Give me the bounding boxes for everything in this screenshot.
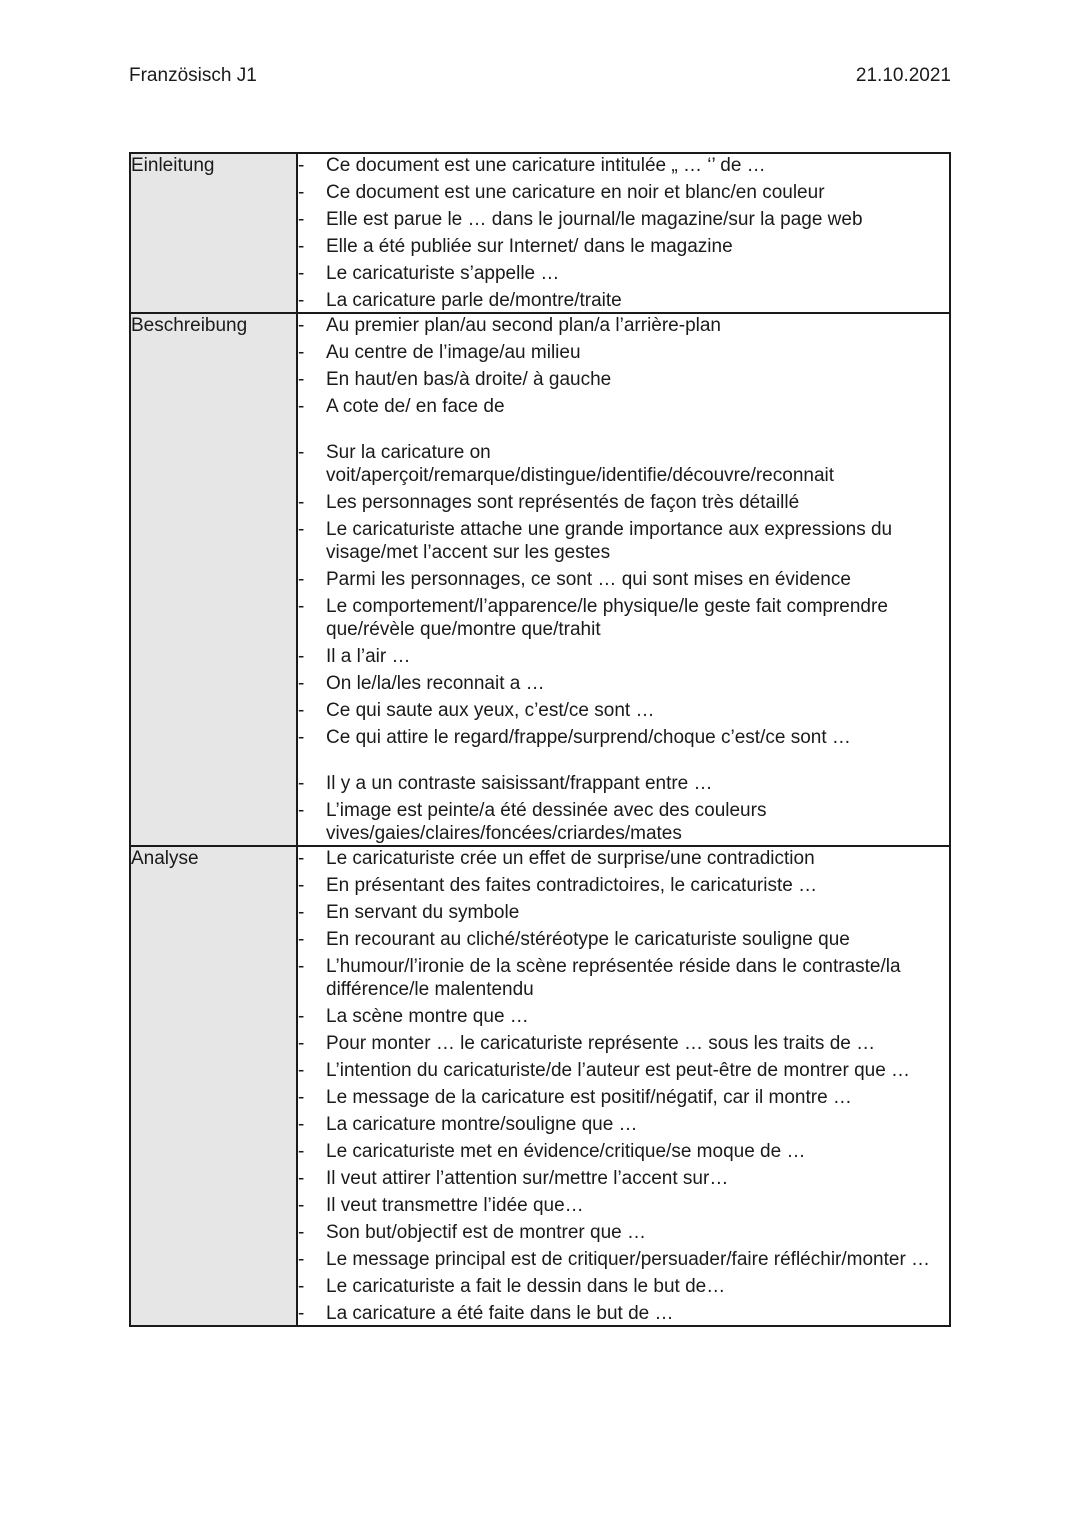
section-label: Analyse [130,846,297,1326]
phrase-list [298,772,949,845]
list-item: - En haut/en bas/à droite/ à gauche [298,368,949,391]
list-item: - Le caricaturiste s’appelle … [298,262,949,285]
document-title: Französisch J1 [129,65,257,86]
list-item: - Il y a un contraste saisissant/frappant entre … [298,772,949,795]
list-item: - Au centre de l’image/au milieu [298,341,949,364]
list-item: - Ce document est une caricature en noir et blanc/en couleur [298,181,949,204]
list-item: - Elle est parue le … dans le journal/le magazine/sur la page web [298,208,949,231]
list-item: - Le caricaturiste attache une grande importance aux expressions du visage/met l’accent sur les gestes [298,518,949,564]
list-item: - L’image est peinte/a été dessinée avec des couleurs vives/gaies/claires/foncées/criardes/mates [298,799,949,845]
page-header [129,62,951,90]
list-item: - Pour monter … le caricaturiste représente … sous les traits de … [298,1032,949,1055]
list-item: - Il veut attirer l’attention sur/mettre l’accent sur… [298,1167,949,1190]
section-label: Einleitung [130,153,297,313]
section-body [297,153,950,313]
section-body [297,313,950,846]
list-item: - Ce document est une caricature intitulée „ … ‘’ de … [298,154,949,177]
list-item: - Le caricaturiste crée un effet de surprise/une contradiction [298,847,949,870]
list-item: - L’intention du caricaturiste/de l’auteur est peut-être de montrer que … [298,1059,949,1082]
list-item: - Son but/objectif est de montrer que … [298,1221,949,1244]
phrase-list [298,847,949,1325]
list-item: - A cote de/ en face de [298,395,949,418]
list-item: - La caricature parle de/montre/traite [298,289,949,312]
phrase-list [298,154,949,312]
section-row-beschreibung [130,313,950,846]
list-item: - Ce qui saute aux yeux, c’est/ce sont … [298,699,949,722]
list-item: - Le message de la caricature est positif/négatif, car il montre … [298,1086,949,1109]
list-item: - En recourant au cliché/stéréotype le caricaturiste souligne que [298,928,949,951]
document-date: 21.10.2021 [855,65,951,86]
list-item: - Sur la caricature on voit/aperçoit/remarque/distingue/identifie/découvre/reconnait [298,441,949,487]
list-item: - Le caricaturiste a fait le dessin dans le but de… [298,1275,949,1298]
list-item: - La scène montre que … [298,1005,949,1028]
list-item: - En présentant des faites contradictoires, le caricaturiste … [298,874,949,897]
group-spacer [298,749,949,772]
list-item: - En servant du symbole [298,901,949,924]
section-label: Beschreibung [130,313,297,846]
list-item: - Il a l’air … [298,645,949,668]
list-item: - Il veut transmettre l’idée que… [298,1194,949,1217]
phrase-list [298,441,949,749]
phrase-list [298,314,949,418]
list-item: - Au premier plan/au second plan/a l’arrière-plan [298,314,949,337]
list-item: - Le comportement/l’apparence/le physique/le geste fait comprendre que/révèle que/montre que/trahit [298,595,949,641]
phrase-table [129,152,951,1327]
list-item: - La caricature a été faite dans le but de … [298,1302,949,1325]
section-row-einleitung [130,153,950,313]
list-item: - Elle a été publiée sur Internet/ dans le magazine [298,235,949,258]
section-body [297,846,950,1326]
group-spacer [298,418,949,441]
list-item: - Le caricaturiste met en évidence/critique/se moque de … [298,1140,949,1163]
list-item: - Le message principal est de critiquer/persuader/faire réfléchir/monter … [298,1248,949,1271]
list-item: - On le/la/les reconnait a … [298,672,949,695]
section-row-analyse [130,846,950,1326]
list-item: - La caricature montre/souligne que … [298,1113,949,1136]
list-item: - L’humour/l’ironie de la scène représentée réside dans le contraste/la différence/le malentendu [298,955,949,1001]
list-item: - Ce qui attire le regard/frappe/surprend/choque c’est/ce sont … [298,726,949,749]
list-item: - Les personnages sont représentés de façon très détaillé [298,491,949,514]
list-item: - Parmi les personnages, ce sont … qui sont mises en évidence [298,568,949,591]
